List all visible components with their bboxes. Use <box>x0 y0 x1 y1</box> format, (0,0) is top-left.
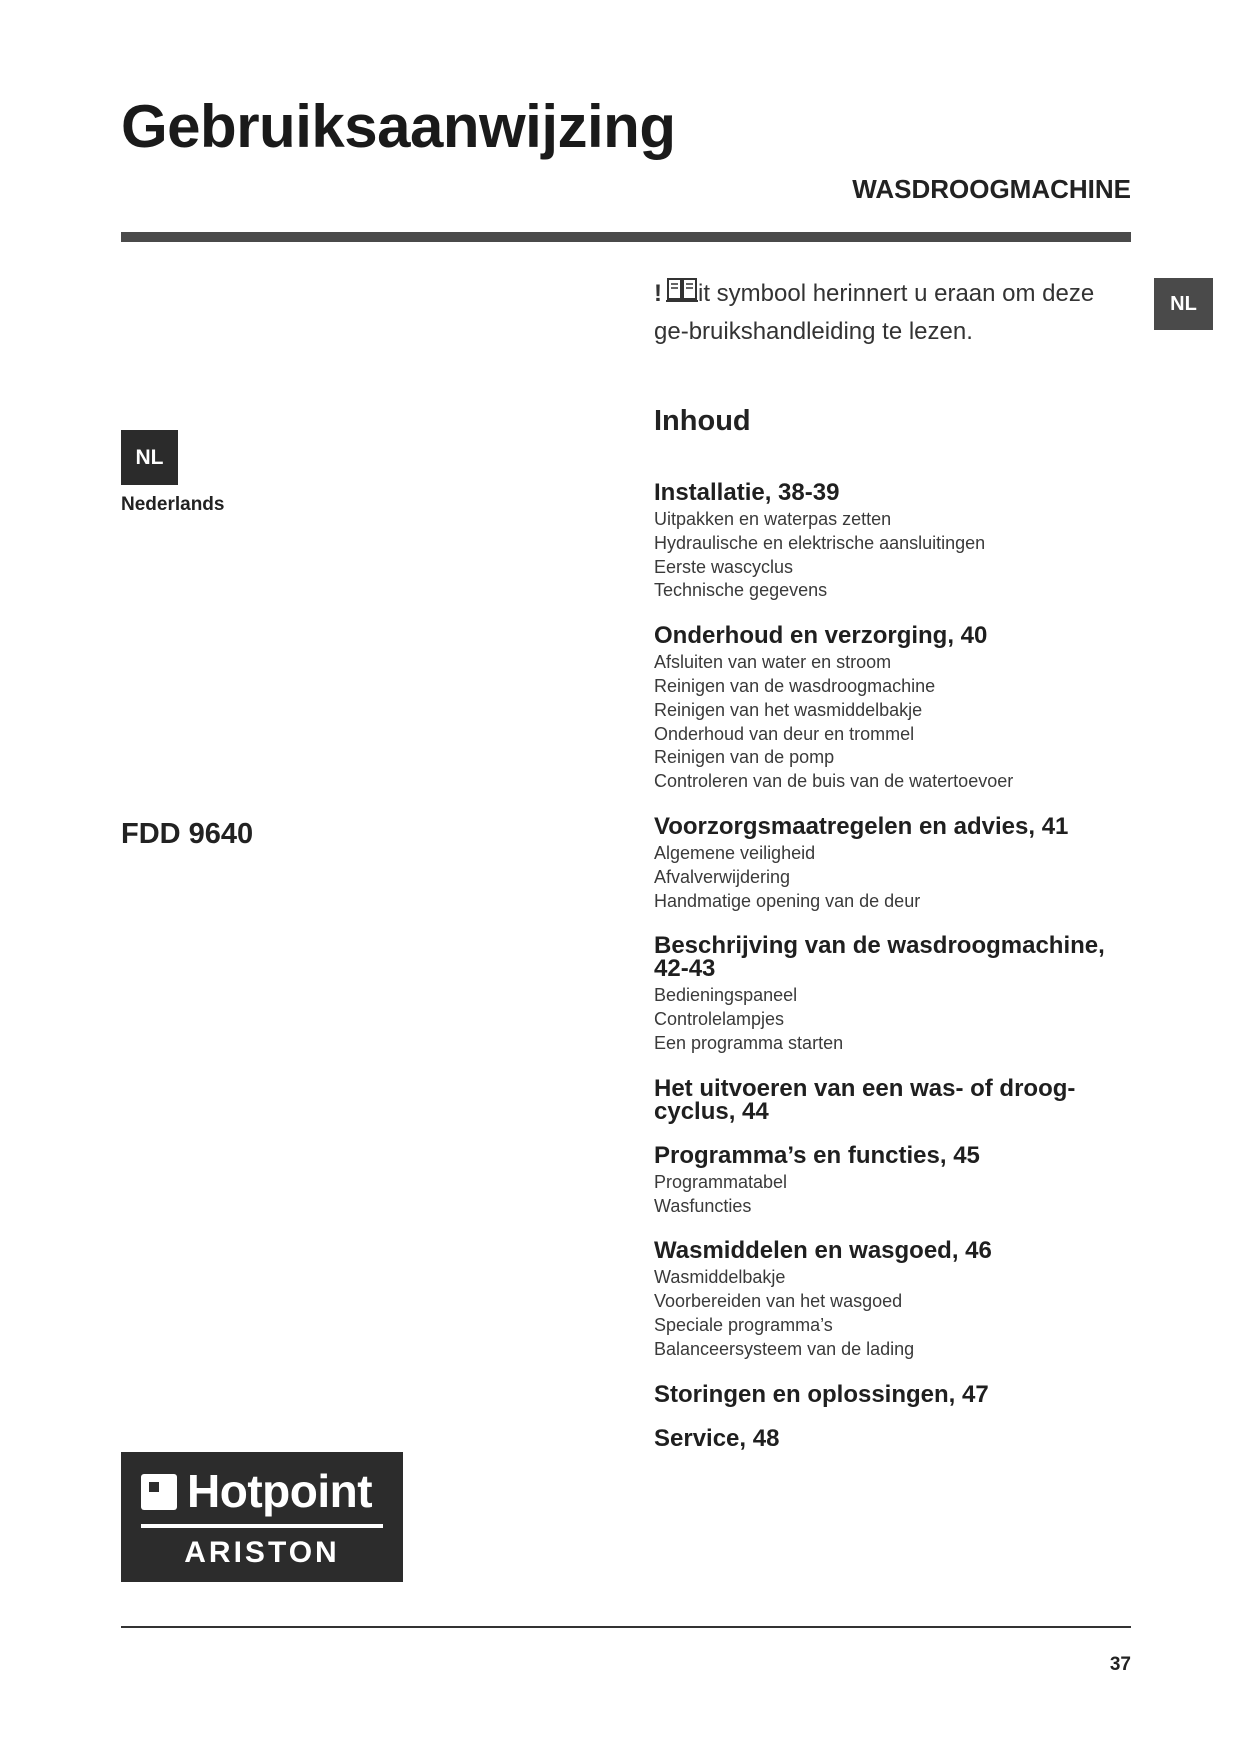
toc-heading: Programma’s en functies, 45 <box>654 1141 980 1169</box>
toc-section-beschrijving <box>654 934 1134 1055</box>
toc-section-installatie <box>654 481 1134 603</box>
toc-section-programmas <box>654 1141 1134 1219</box>
toc-section-wasmiddelen <box>654 1239 1134 1361</box>
note-exclamation: ! <box>654 280 662 307</box>
page-subtitle: WASDROOGMACHINE <box>852 174 1131 204</box>
toc-item: Voorbereiden van het wasgoed <box>654 1291 903 1312</box>
toc-section-storingen <box>654 1380 1134 1408</box>
toc-item: Speciale programma’s <box>654 1314 833 1335</box>
toc-item: Reinigen van het wasmiddelbakje <box>654 699 923 720</box>
manual-note <box>654 276 1124 349</box>
toc-section-uitvoeren <box>654 1074 1134 1125</box>
toc-heading: Service, 48 <box>654 1424 780 1452</box>
logo-divider <box>141 1524 383 1528</box>
toc-heading: Storingen en oplossingen, 47 <box>654 1380 989 1408</box>
toc-item: Handmatige opening van de deur <box>654 890 921 911</box>
toc-section-service <box>654 1424 1134 1452</box>
toc-item: Een programma starten <box>654 1032 844 1053</box>
toc-section-onderhoud <box>654 624 1134 794</box>
toc-item: Technische gegevens <box>654 580 828 601</box>
toc-item: Wasfuncties <box>654 1195 752 1216</box>
toc-item: Eerste wascyclus <box>654 556 794 577</box>
toc-heading: Voorzorgsmaatregelen en advies, 41 <box>654 812 1069 840</box>
logo-square-icon <box>141 1474 177 1510</box>
toc-item: Afsluiten van water en stroom <box>654 652 892 673</box>
top-divider <box>121 232 1131 242</box>
language-badge: NL <box>121 430 178 485</box>
brand-logo <box>121 1452 403 1582</box>
toc-item: Controleren van de buis van de watertoevoer <box>654 771 1014 792</box>
table-of-contents <box>654 481 1134 1471</box>
book-icon <box>666 276 698 314</box>
toc-heading: Beschrijving van de wasdroogmachine, 42-43 <box>654 932 1105 983</box>
toc-item: Reinigen van de pomp <box>654 747 835 768</box>
side-language-tab: NL <box>1154 278 1213 330</box>
bottom-divider <box>121 1626 1131 1628</box>
toc-heading: Het uitvoeren van een was- of droog-cyclus, 44 <box>654 1074 1076 1125</box>
logo-brand-text: Hotpoint <box>187 1465 373 1517</box>
page-number: 37 <box>1109 1654 1131 1675</box>
toc-item: Bedieningspaneel <box>654 985 798 1006</box>
toc-item: Hydraulische en elektrische aansluitingen <box>654 532 986 553</box>
toc-heading: Onderhoud en verzorging, 40 <box>654 622 988 650</box>
toc-heading: Installatie, 38-39 <box>654 479 840 506</box>
toc-item: Balanceersysteem van de lading <box>654 1338 915 1359</box>
contents-title: Inhoud <box>654 405 751 437</box>
toc-item: Reinigen van de wasdroogmachine <box>654 675 936 696</box>
toc-item: Controlelampjes <box>654 1009 785 1030</box>
toc-section-voorzorg <box>654 812 1134 913</box>
toc-item: Onderhoud van deur en trommel <box>654 723 915 744</box>
toc-item: Wasmiddelbakje <box>654 1267 786 1288</box>
toc-item: Programmatabel <box>654 1171 788 1192</box>
model-number: FDD 9640 <box>121 818 254 850</box>
page-title: Gebruiksaanwijzing <box>121 93 676 160</box>
toc-item: Uitpakken en waterpas zetten <box>654 509 892 529</box>
toc-item: Algemene veiligheid <box>654 842 816 863</box>
toc-item: Afvalverwijdering <box>654 866 791 887</box>
logo-sub-text: ARISTON <box>184 1536 340 1569</box>
toc-heading: Wasmiddelen en wasgoed, 46 <box>654 1237 992 1265</box>
language-name: Nederlands <box>121 494 225 515</box>
note-text: it symbool herinnert u eraan om deze ge-bruikshandleiding te lezen. <box>654 280 1095 345</box>
